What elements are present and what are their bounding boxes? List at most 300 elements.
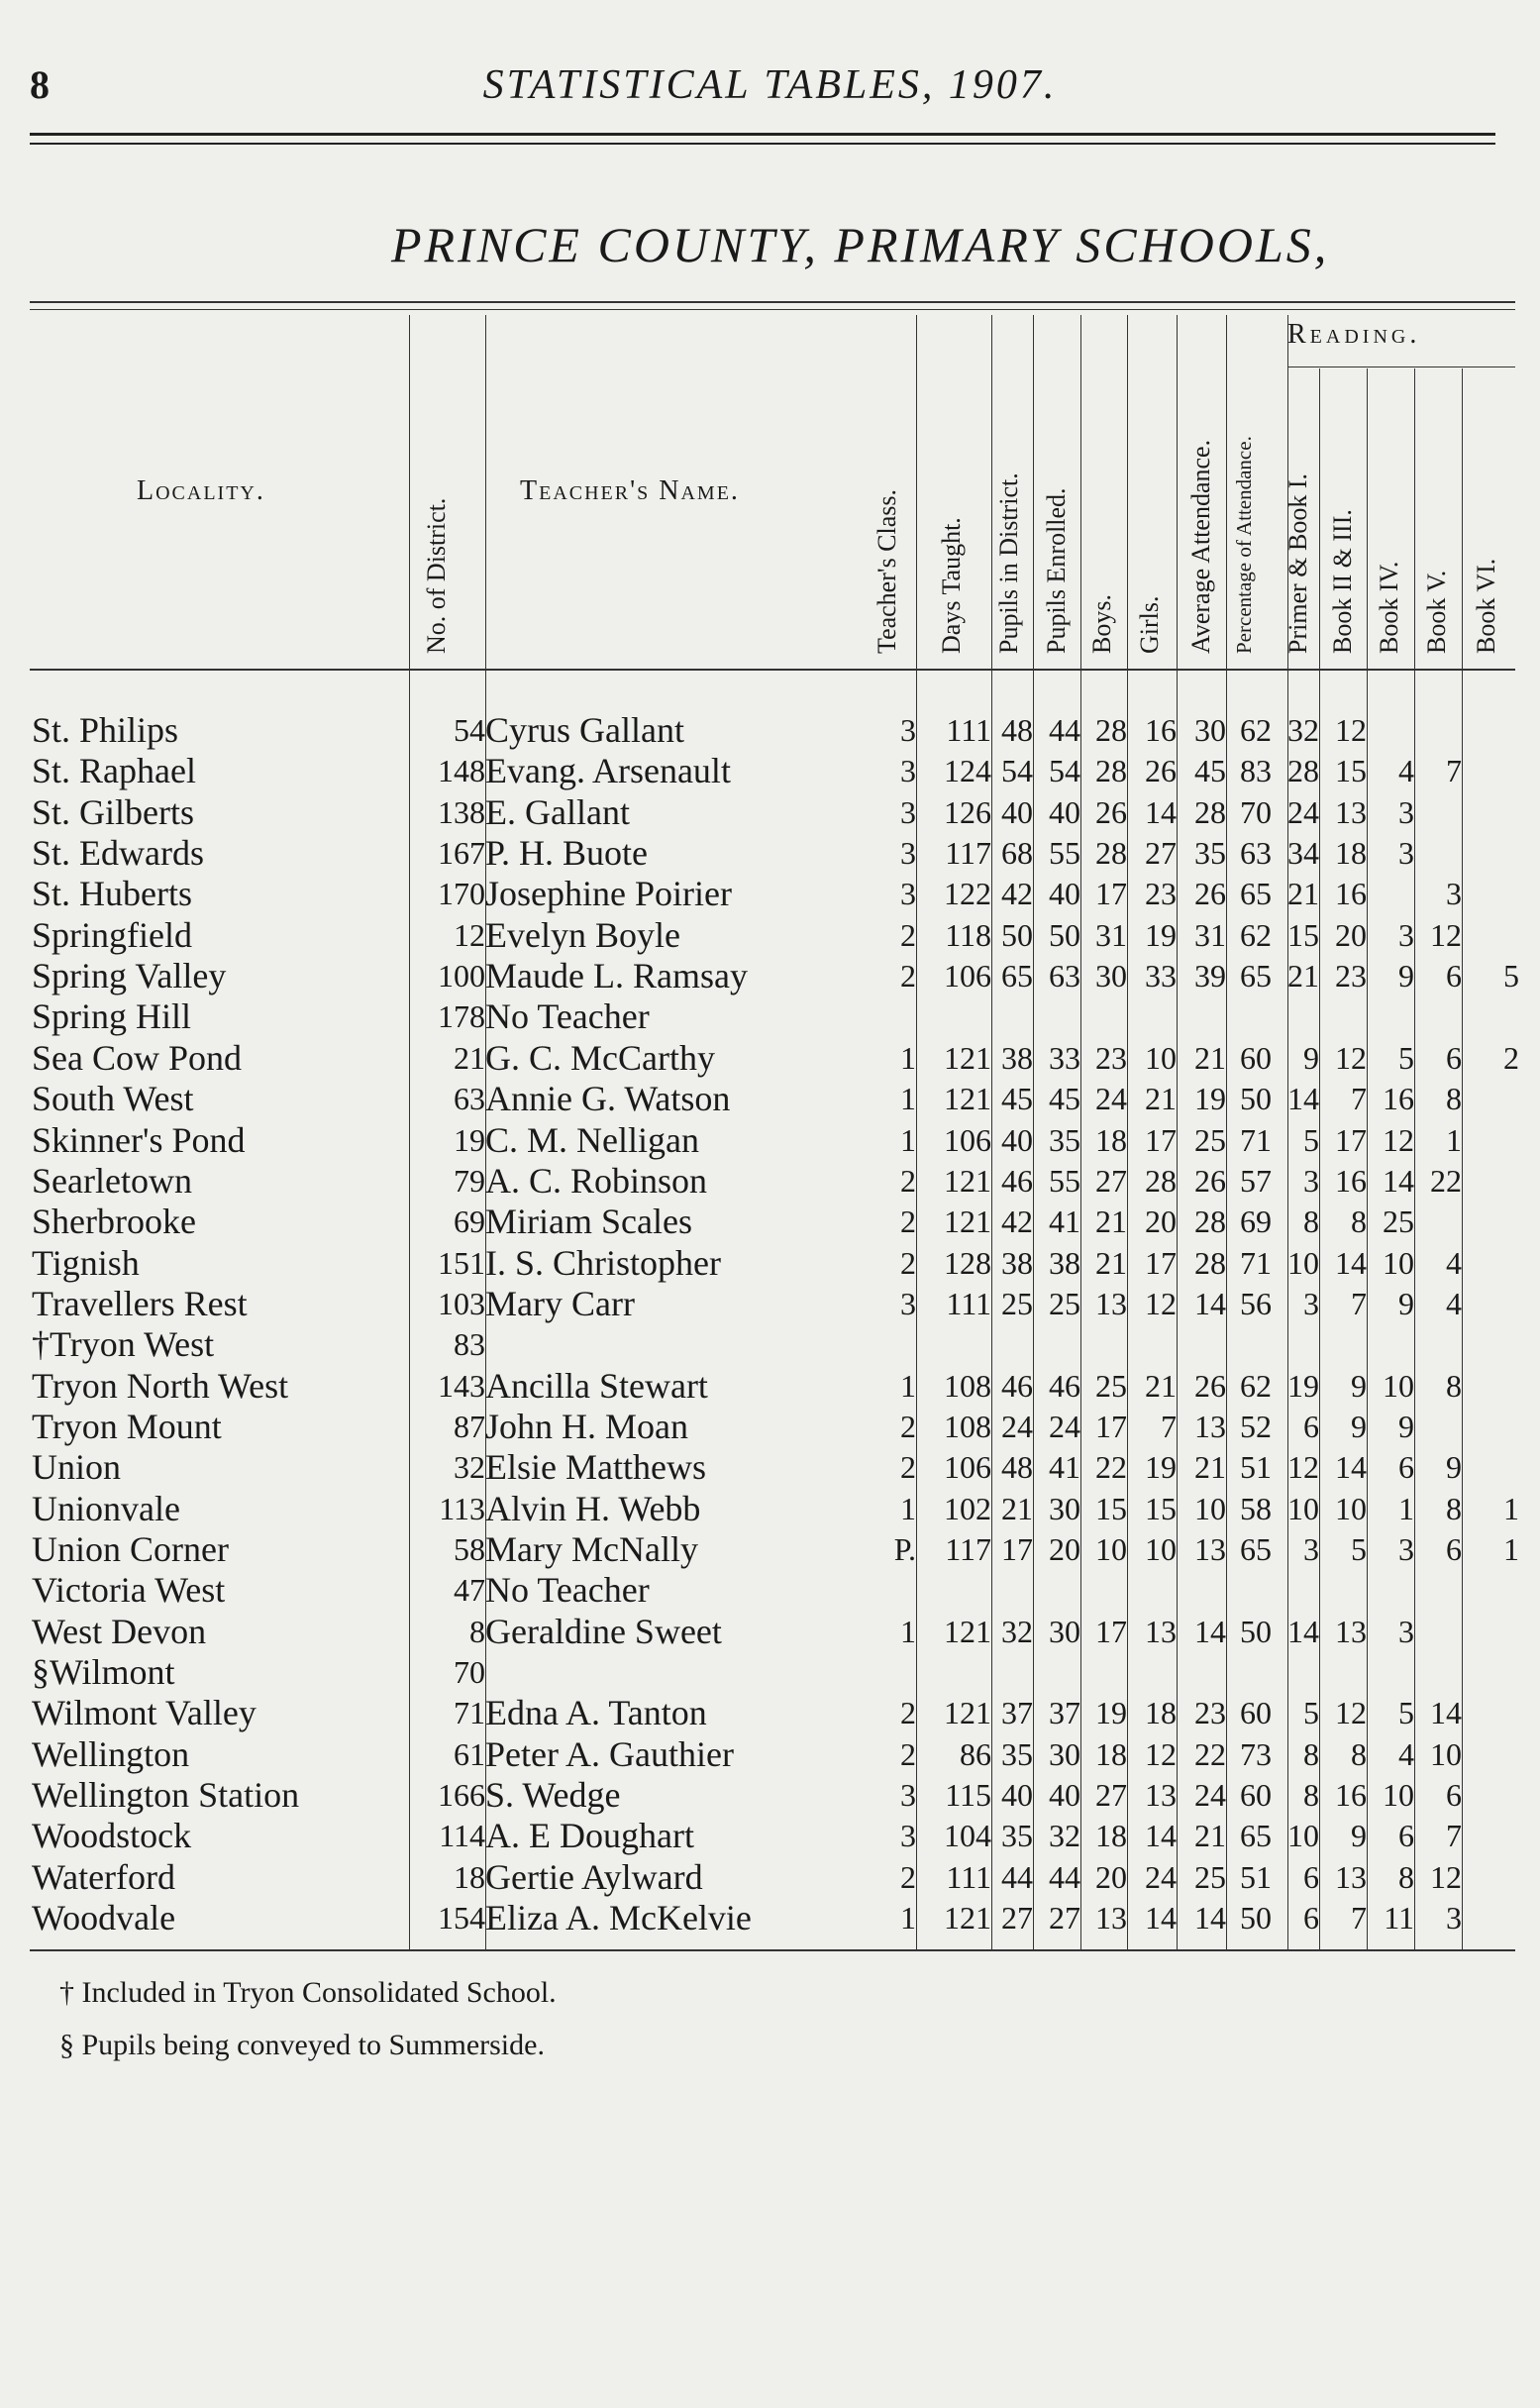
book5-cell: 12: [1430, 916, 1462, 953]
primer-cell: 10: [1287, 1818, 1319, 1854]
days-taught-cell: 117: [945, 1531, 991, 1567]
pupils-district-cell: 46: [1001, 1162, 1033, 1199]
boys-cell: 22: [1095, 1449, 1127, 1486]
teacher-cell: P. H. Buote: [485, 833, 649, 874]
locality-cell: Travellers Rest: [32, 1283, 248, 1323]
primer-cell: 8: [1303, 1204, 1319, 1240]
district-cell: 103: [438, 1285, 485, 1321]
days-taught-cell: 111: [946, 1285, 991, 1321]
book23-cell: 9: [1351, 1367, 1367, 1404]
teacher-header: Teacher's Name.: [520, 475, 740, 506]
book23-cell: 18: [1335, 835, 1367, 872]
book23-cell: 9: [1351, 1818, 1367, 1854]
book5-cell: 8: [1446, 1081, 1462, 1117]
pupils-enrolled-cell: 33: [1049, 1039, 1080, 1076]
district-cell: 70: [454, 1654, 485, 1691]
book4-cell: 3: [1398, 916, 1414, 953]
pupils-enrolled-cell: 24: [1049, 1408, 1080, 1444]
locality-cell: Spring Valley: [32, 956, 227, 996]
girls-cell: 23: [1145, 876, 1177, 912]
pupils-district-cell: 48: [1001, 712, 1033, 748]
teacher-class-cell: 1: [900, 1121, 916, 1158]
table-row: [0, 792, 1540, 833]
pct-attendance-cell: 65: [1240, 876, 1272, 912]
teacher-class-cell: 2: [900, 958, 916, 995]
teacher-class-cell: 3: [900, 712, 916, 748]
book4-cell: 25: [1383, 1204, 1414, 1240]
avg-attendance-cell: 14: [1194, 1285, 1226, 1321]
teacher-cell: A. C. Robinson: [485, 1160, 708, 1201]
teacher-cell: Eliza A. McKelvie: [485, 1898, 752, 1938]
district-cell: 21: [454, 1039, 485, 1076]
locality-header: Locality.: [137, 475, 265, 506]
locality-cell: Woodvale: [32, 1898, 176, 1938]
book23-cell: 10: [1335, 1490, 1367, 1526]
district-cell: 69: [454, 1204, 485, 1240]
girls-header: Girls.: [1135, 595, 1164, 654]
primer-cell: 6: [1303, 1900, 1319, 1937]
pupils-district-cell: 17: [1001, 1531, 1033, 1567]
district-cell: 178: [438, 998, 485, 1035]
district-cell: 58: [454, 1531, 485, 1567]
district-cell: 54: [454, 712, 485, 748]
girls-cell: 7: [1161, 1408, 1177, 1444]
teacher-cell: Annie G. Watson: [485, 1079, 731, 1119]
boys-cell: 30: [1095, 958, 1127, 995]
teacher-cell: Gertie Aylward: [485, 1856, 703, 1897]
girls-cell: 17: [1145, 1121, 1177, 1158]
avg-attendance-cell: 26: [1194, 876, 1226, 912]
book23-cell: 20: [1335, 916, 1367, 953]
primer-cell: 21: [1287, 876, 1319, 912]
book23-cell: 16: [1335, 1777, 1367, 1814]
days-taught-cell: 102: [944, 1490, 991, 1526]
table-row: [0, 833, 1540, 874]
pupils-enrolled-cell: 40: [1049, 1777, 1080, 1814]
teacher-class-cell: 3: [900, 1777, 916, 1814]
book6-cell: 5: [1503, 958, 1519, 995]
days-taught-cell: 111: [946, 1858, 991, 1895]
district-header: No. of District.: [422, 497, 451, 654]
teacher-cell: Elsie Matthews: [485, 1447, 706, 1488]
pupils-enrolled-cell: 40: [1049, 793, 1080, 830]
table-top-rule: [30, 301, 1515, 303]
book23-cell: 8: [1351, 1735, 1367, 1772]
pct-attendance-cell: 58: [1240, 1490, 1272, 1526]
days-taught-cell: 121: [944, 1613, 991, 1649]
pupils-enrolled-cell: 50: [1049, 916, 1080, 953]
girls-cell: 13: [1145, 1777, 1177, 1814]
boys-cell: 27: [1095, 1777, 1127, 1814]
days-taught-cell: 115: [945, 1777, 991, 1814]
pupils-district-cell: 21: [1001, 1490, 1033, 1526]
pct-attendance-cell: 70: [1240, 793, 1272, 830]
book6-cell: 1: [1503, 1490, 1519, 1526]
avg-attendance-cell: 31: [1194, 916, 1226, 953]
table-row: [0, 915, 1540, 956]
primer-cell: 28: [1287, 753, 1319, 789]
teacher-cell: Cyrus Gallant: [485, 710, 684, 750]
avg-attendance-cell: 25: [1194, 1121, 1226, 1158]
book23-cell: 23: [1335, 958, 1367, 995]
boys-cell: 18: [1095, 1818, 1127, 1854]
book5-cell: 7: [1446, 1818, 1462, 1854]
book5-cell: 9: [1446, 1449, 1462, 1486]
teacher-cell: G. C. McCarthy: [485, 1037, 715, 1078]
boys-cell: 13: [1095, 1900, 1127, 1937]
teacher-class-cell: 2: [900, 916, 916, 953]
days-taught-cell: 117: [945, 835, 991, 872]
pct-attendance-cell: 52: [1240, 1408, 1272, 1444]
days-taught-cell: 128: [944, 1244, 991, 1281]
district-cell: 71: [454, 1695, 485, 1731]
avg-attendance-header: Average Attendance.: [1186, 439, 1215, 654]
avg-attendance-cell: 19: [1194, 1081, 1226, 1117]
primer-cell: 6: [1303, 1858, 1319, 1895]
footnote-tryon: † Included in Tryon Consolidated School.: [59, 1976, 557, 2009]
teacher-class-cell: 2: [900, 1858, 916, 1895]
teacher-class-cell: 1: [900, 1490, 916, 1526]
book5-cell: 4: [1446, 1244, 1462, 1281]
girls-cell: 17: [1145, 1244, 1177, 1281]
pupils-enrolled-cell: 46: [1049, 1367, 1080, 1404]
table-row: [0, 1652, 1540, 1693]
primer-cell: 15: [1287, 916, 1319, 953]
pupils-enrolled-cell: 45: [1049, 1081, 1080, 1117]
avg-attendance-cell: 26: [1194, 1367, 1226, 1404]
book23-cell: 8: [1351, 1204, 1367, 1240]
days-taught-cell: 108: [944, 1367, 991, 1404]
pct-attendance-cell: 73: [1240, 1735, 1272, 1772]
book4-cell: 6: [1398, 1449, 1414, 1486]
avg-attendance-cell: 10: [1194, 1490, 1226, 1526]
locality-cell: Unionvale: [32, 1488, 180, 1528]
girls-cell: 10: [1145, 1039, 1177, 1076]
pupils-district-cell: 24: [1001, 1408, 1033, 1444]
district-cell: 32: [454, 1449, 485, 1486]
primer-cell: 10: [1287, 1490, 1319, 1526]
pupils-district-cell: 48: [1001, 1449, 1033, 1486]
running-title: STATISTICAL TABLES, 1907.: [482, 62, 1058, 108]
pct-attendance-cell: 62: [1240, 1367, 1272, 1404]
locality-cell: St. Huberts: [32, 874, 192, 914]
pupils-enrolled-cell: 41: [1049, 1449, 1080, 1486]
days-taught-cell: 121: [944, 1695, 991, 1731]
days-taught-cell: 121: [944, 1204, 991, 1240]
book4-cell: 5: [1398, 1039, 1414, 1076]
girls-cell: 14: [1145, 1818, 1177, 1854]
book4-cell: 9: [1398, 958, 1414, 995]
avg-attendance-cell: 26: [1194, 1162, 1226, 1199]
girls-cell: 19: [1145, 916, 1177, 953]
book23-cell: 14: [1335, 1449, 1367, 1486]
book23-cell: 9: [1351, 1408, 1367, 1444]
girls-cell: 12: [1145, 1735, 1177, 1772]
book4-cell: 3: [1398, 1613, 1414, 1649]
teacher-cell: Alvin H. Webb: [485, 1488, 701, 1528]
primer-cell: 5: [1303, 1121, 1319, 1158]
book4-cell: 12: [1383, 1121, 1414, 1158]
district-cell: 100: [438, 958, 485, 995]
teacher-class-cell: P.: [893, 1531, 916, 1567]
boys-cell: 10: [1095, 1531, 1127, 1567]
teacher-cell: C. M. Nelligan: [485, 1119, 699, 1160]
boys-cell: 28: [1095, 753, 1127, 789]
boys-cell: 23: [1095, 1039, 1127, 1076]
table-row: [0, 1612, 1540, 1652]
pupils-enrolled-cell: 54: [1049, 753, 1080, 789]
girls-cell: 33: [1145, 958, 1177, 995]
locality-cell: West Devon: [32, 1611, 207, 1651]
book4-header: Book IV.: [1375, 561, 1403, 654]
table-row: [0, 1324, 1540, 1365]
girls-cell: 16: [1145, 712, 1177, 748]
primer-cell: 5: [1303, 1695, 1319, 1731]
district-cell: 154: [438, 1900, 485, 1937]
pct-attendance-cell: 51: [1240, 1858, 1272, 1895]
primer-header: Primer & Book I.: [1283, 473, 1312, 654]
book4-cell: 10: [1383, 1777, 1414, 1814]
locality-cell: Union Corner: [32, 1529, 229, 1569]
pupils-enrolled-header: Pupils Enrolled.: [1042, 487, 1071, 654]
book4-cell: 1: [1398, 1490, 1414, 1526]
book23-cell: 12: [1335, 712, 1367, 748]
district-cell: 12: [454, 916, 485, 953]
table-top-rule-2: [30, 309, 1515, 310]
pupils-district-cell: 45: [1001, 1081, 1033, 1117]
pupils-district-cell: 50: [1001, 916, 1033, 953]
pupils-enrolled-cell: 30: [1049, 1490, 1080, 1526]
book23-cell: 13: [1335, 1858, 1367, 1895]
locality-cell: Sherbrooke: [32, 1202, 196, 1242]
primer-cell: 24: [1287, 793, 1319, 830]
boys-cell: 21: [1095, 1204, 1127, 1240]
pct-attendance-cell: 83: [1240, 753, 1272, 789]
book5-cell: 1: [1446, 1121, 1462, 1158]
district-cell: 19: [454, 1121, 485, 1158]
table-row: [0, 1284, 1540, 1324]
pct-attendance-cell: 60: [1240, 1695, 1272, 1731]
book4-cell: 9: [1398, 1408, 1414, 1444]
pupils-district-cell: 25: [1001, 1285, 1033, 1321]
book6-cell: 1: [1503, 1531, 1519, 1567]
locality-cell: Victoria West: [32, 1570, 226, 1611]
book4-cell: 5: [1398, 1695, 1414, 1731]
teacher-cell: Miriam Scales: [485, 1202, 692, 1242]
boys-cell: 20: [1095, 1858, 1127, 1895]
teacher-class-cell: 1: [900, 1900, 916, 1937]
reading-rule: [1287, 366, 1515, 367]
teacher-cell: Mary McNally: [485, 1529, 698, 1569]
pct-attendance-header: Percentage of Attendance.: [1232, 436, 1256, 654]
pupils-enrolled-cell: 63: [1049, 958, 1080, 995]
book23-cell: 5: [1351, 1531, 1367, 1567]
table-row: [0, 1775, 1540, 1816]
boys-cell: 26: [1095, 793, 1127, 830]
book23-cell: 16: [1335, 1162, 1367, 1199]
pupils-district-cell: 38: [1001, 1039, 1033, 1076]
book23-cell: 13: [1335, 1613, 1367, 1649]
pupils-enrolled-cell: 38: [1049, 1244, 1080, 1281]
table-row: [0, 1447, 1540, 1488]
days-taught-cell: 108: [944, 1408, 991, 1444]
locality-cell: †Tryon West: [32, 1324, 215, 1365]
pupils-district-cell: 42: [1001, 876, 1033, 912]
pupils-enrolled-cell: 35: [1049, 1121, 1080, 1158]
pupils-enrolled-cell: 20: [1049, 1531, 1080, 1567]
pct-attendance-cell: 71: [1240, 1121, 1272, 1158]
pupils-district-cell: 46: [1001, 1367, 1033, 1404]
boys-cell: 25: [1095, 1367, 1127, 1404]
pct-attendance-cell: 65: [1240, 1531, 1272, 1567]
girls-cell: 14: [1145, 1900, 1177, 1937]
book4-cell: 6: [1398, 1818, 1414, 1854]
book23-cell: 14: [1335, 1244, 1367, 1281]
avg-attendance-cell: 28: [1194, 1204, 1226, 1240]
locality-cell: St. Philips: [32, 710, 179, 750]
locality-cell: Waterford: [32, 1856, 176, 1897]
pct-attendance-cell: 65: [1240, 958, 1272, 995]
teacher-cell: John H. Moan: [485, 1406, 688, 1446]
table-row: [0, 1734, 1540, 1775]
boys-cell: 15: [1095, 1490, 1127, 1526]
locality-cell: Springfield: [32, 914, 192, 955]
book4-cell: 3: [1398, 793, 1414, 830]
book6-header: Book VI.: [1472, 558, 1500, 654]
pupils-district-cell: 65: [1001, 958, 1033, 995]
pct-attendance-cell: 62: [1240, 712, 1272, 748]
table-row: [0, 1693, 1540, 1733]
pct-attendance-cell: 63: [1240, 835, 1272, 872]
pupils-enrolled-cell: 32: [1049, 1818, 1080, 1854]
locality-cell: §Wilmont: [32, 1652, 175, 1693]
table-row: [0, 1570, 1540, 1611]
table-title: PRINCE COUNTY, PRIMARY SCHOOLS,: [391, 217, 1330, 272]
book4-cell: 16: [1383, 1081, 1414, 1117]
book5-cell: 4: [1446, 1285, 1462, 1321]
girls-cell: 19: [1145, 1449, 1177, 1486]
days-taught-cell: 86: [960, 1735, 991, 1772]
avg-attendance-cell: 39: [1194, 958, 1226, 995]
pct-attendance-cell: 60: [1240, 1039, 1272, 1076]
book5-cell: 12: [1430, 1858, 1462, 1895]
teacher-class-cell: 3: [900, 835, 916, 872]
avg-attendance-cell: 13: [1194, 1408, 1226, 1444]
header-rule-top: [30, 133, 1495, 136]
book23-cell: 12: [1335, 1695, 1367, 1731]
book5-cell: 8: [1446, 1490, 1462, 1526]
locality-cell: Spring Hill: [32, 996, 192, 1037]
teacher-cell: Edna A. Tanton: [485, 1693, 707, 1733]
book23-cell: 7: [1351, 1285, 1367, 1321]
primer-cell: 12: [1287, 1449, 1319, 1486]
teacher-class-cell: 2: [900, 1449, 916, 1486]
book5-cell: 10: [1430, 1735, 1462, 1772]
header-rule-bottom: [30, 143, 1495, 145]
days-taught-header: Days Taught.: [937, 517, 966, 654]
teacher-cell: Geraldine Sweet: [485, 1611, 722, 1651]
boys-cell: 17: [1095, 1408, 1127, 1444]
primer-cell: 8: [1303, 1735, 1319, 1772]
book23-cell: 7: [1351, 1081, 1367, 1117]
book5-cell: 22: [1430, 1162, 1462, 1199]
book5-cell: 6: [1446, 958, 1462, 995]
locality-cell: Searletown: [32, 1160, 192, 1201]
boys-cell: 18: [1095, 1121, 1127, 1158]
book4-cell: 8: [1398, 1858, 1414, 1895]
teacher-cell: Maude L. Ramsay: [485, 956, 748, 996]
pct-attendance-cell: 69: [1240, 1204, 1272, 1240]
district-cell: 8: [469, 1613, 485, 1649]
teacher-class-cell: 3: [900, 1285, 916, 1321]
locality-cell: St. Gilberts: [32, 791, 195, 832]
teacher-cell: Evelyn Boyle: [485, 914, 680, 955]
pct-attendance-cell: 50: [1240, 1900, 1272, 1937]
teacher-cell: No Teacher: [485, 996, 650, 1037]
district-cell: 63: [454, 1081, 485, 1117]
primer-cell: 14: [1287, 1081, 1319, 1117]
avg-attendance-cell: 21: [1194, 1039, 1226, 1076]
days-taught-cell: 121: [944, 1900, 991, 1937]
teacher-cell: Ancilla Stewart: [485, 1365, 708, 1406]
avg-attendance-cell: 14: [1194, 1900, 1226, 1937]
pupils-enrolled-cell: 30: [1049, 1735, 1080, 1772]
table-row: [0, 956, 1540, 996]
teacher-class-cell: 2: [900, 1735, 916, 1772]
pct-attendance-cell: 57: [1240, 1162, 1272, 1199]
table-row: [0, 1816, 1540, 1856]
pct-attendance-cell: 50: [1240, 1613, 1272, 1649]
days-taught-cell: 106: [944, 958, 991, 995]
days-taught-cell: 111: [946, 712, 991, 748]
book4-cell: 14: [1383, 1162, 1414, 1199]
locality-cell: Wellington: [32, 1733, 190, 1774]
locality-cell: St. Edwards: [32, 833, 204, 874]
table-row: [0, 1038, 1540, 1079]
table-row: [0, 1529, 1540, 1570]
district-cell: 83: [454, 1326, 485, 1363]
boys-cell: 31: [1095, 916, 1127, 953]
teacher-cell: Mary Carr: [485, 1283, 635, 1323]
reading-header: Reading.: [1287, 319, 1421, 350]
book4-cell: 9: [1398, 1285, 1414, 1321]
teacher-class-header: Teacher's Class.: [873, 488, 901, 654]
locality-cell: St. Raphael: [32, 751, 196, 791]
book23-cell: 12: [1335, 1039, 1367, 1076]
district-cell: 114: [439, 1818, 485, 1854]
district-cell: 113: [439, 1490, 485, 1526]
pupils-district-cell: 40: [1001, 793, 1033, 830]
teacher-class-cell: 1: [900, 1039, 916, 1076]
teacher-class-cell: 1: [900, 1367, 916, 1404]
teacher-cell: Josephine Poirier: [485, 874, 732, 914]
days-taught-cell: 121: [944, 1039, 991, 1076]
book5-cell: 6: [1446, 1531, 1462, 1567]
table-row: [0, 1202, 1540, 1242]
pupils-district-cell: 35: [1001, 1735, 1033, 1772]
book4-cell: 4: [1398, 753, 1414, 789]
pupils-district-cell: 44: [1001, 1858, 1033, 1895]
avg-attendance-cell: 13: [1194, 1531, 1226, 1567]
primer-cell: 3: [1303, 1531, 1319, 1567]
teacher-class-cell: 2: [900, 1695, 916, 1731]
locality-cell: Union: [32, 1447, 121, 1488]
table-row: [0, 1857, 1540, 1898]
pupils-enrolled-cell: 37: [1049, 1695, 1080, 1731]
primer-cell: 14: [1287, 1613, 1319, 1649]
girls-cell: 21: [1145, 1367, 1177, 1404]
pupils-enrolled-cell: 27: [1049, 1900, 1080, 1937]
